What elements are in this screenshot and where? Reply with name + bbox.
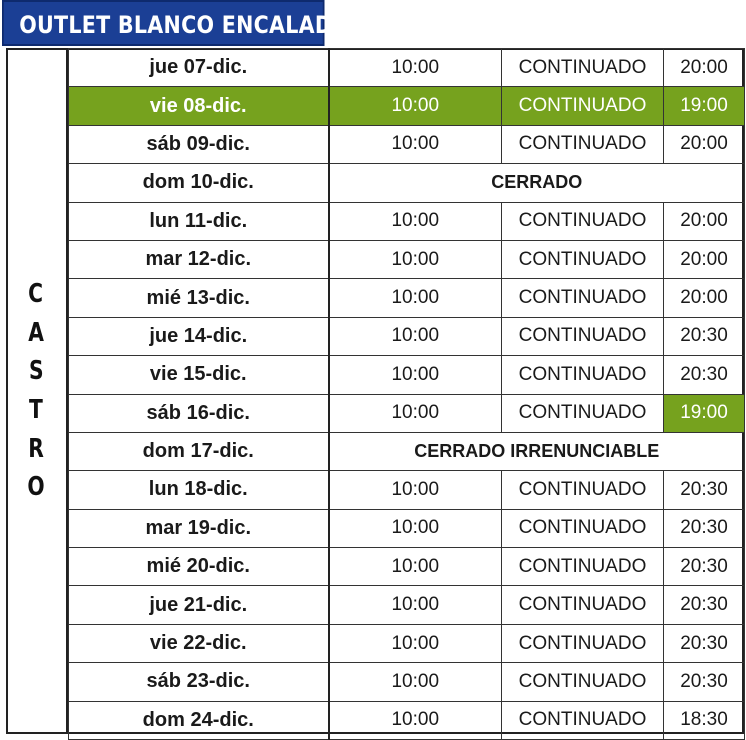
schedule-row	[69, 356, 745, 394]
open-time-cell: 10:00	[329, 125, 502, 163]
status-cell: CONTINUADO	[502, 548, 664, 586]
close-time-cell: 20:00	[664, 240, 745, 278]
day-cell: vie 22-dic.	[69, 624, 329, 662]
close-time-cell: 20:00	[664, 125, 745, 163]
open-time-cell: 10:00	[329, 394, 502, 432]
location-letter: S	[28, 356, 44, 387]
close-time-cell: 20:30	[664, 471, 745, 509]
status-cell: CONTINUADO	[502, 202, 664, 240]
day-cell: lun 11-dic.	[69, 202, 329, 240]
schedule-row	[69, 586, 745, 624]
close-time-cell: 20:30	[664, 356, 745, 394]
open-time-cell: 10:00	[329, 586, 502, 624]
store-title: OUTLET BLANCO ENCALADA 250	[2, 0, 325, 46]
day-cell: sáb 16-dic.	[69, 394, 329, 432]
schedule-row	[69, 279, 745, 317]
schedule-rows	[69, 49, 745, 740]
close-time-cell: 20:30	[664, 586, 745, 624]
location-letter: A	[28, 317, 44, 348]
open-time-cell: 10:00	[329, 509, 502, 547]
open-time-cell: 10:00	[329, 202, 502, 240]
day-cell: mié 13-dic.	[69, 279, 329, 317]
schedule-row	[69, 164, 745, 202]
day-cell: jue 21-dic.	[69, 586, 329, 624]
location-letter: R	[28, 433, 44, 464]
schedule-row	[69, 317, 745, 355]
schedule-row	[69, 624, 745, 662]
status-cell: CONTINUADO	[502, 586, 664, 624]
schedule-row	[69, 432, 745, 470]
close-time-cell: 20:00	[664, 49, 745, 87]
status-cell: CONTINUADO	[502, 663, 664, 701]
status-cell: CONTINUADO	[502, 394, 664, 432]
day-cell: sáb 09-dic.	[69, 125, 329, 163]
status-cell: CONTINUADO	[502, 49, 664, 87]
day-cell: jue 07-dic.	[69, 49, 329, 87]
day-cell: dom 10-dic.	[69, 164, 329, 202]
close-time-cell: 20:30	[664, 317, 745, 355]
day-cell: jue 14-dic.	[69, 317, 329, 355]
open-time-cell: 10:00	[329, 471, 502, 509]
status-cell: CONTINUADO	[502, 701, 664, 739]
schedule-row	[69, 240, 745, 278]
schedule-row	[69, 49, 745, 87]
status-cell: CONTINUADO	[502, 356, 664, 394]
open-time-cell: 10:00	[329, 87, 502, 125]
schedule-row	[69, 509, 745, 547]
location-letter: T	[29, 395, 43, 425]
day-cell: mar 12-dic.	[69, 240, 329, 278]
status-cell: CONTINUADO	[502, 509, 664, 547]
open-time-cell: 10:00	[329, 279, 502, 317]
open-time-cell: 10:00	[329, 240, 502, 278]
open-time-cell: 10:00	[329, 624, 502, 662]
close-time-cell: 20:00	[664, 279, 745, 317]
status-cell: CONTINUADO	[502, 87, 664, 125]
day-cell: mié 20-dic.	[69, 548, 329, 586]
close-time-cell: 18:30	[664, 701, 745, 739]
location-letter: O	[27, 472, 45, 503]
status-cell: CONTINUADO	[502, 471, 664, 509]
open-time-cell: 10:00	[329, 701, 502, 739]
close-time-cell: 19:00	[664, 394, 745, 432]
open-time-cell: 10:00	[329, 317, 502, 355]
status-cell: CONTINUADO	[502, 125, 664, 163]
close-time-cell: 20:30	[664, 509, 745, 547]
schedule-row	[69, 87, 745, 125]
location-label	[6, 48, 68, 734]
schedule-table	[68, 48, 745, 740]
day-cell: dom 17-dic.	[69, 432, 329, 470]
close-time-cell: 19:00	[664, 87, 745, 125]
closed-cell: CERRADO IRRENUNCIABLE	[329, 432, 745, 470]
day-cell: vie 08-dic.	[69, 87, 329, 125]
open-time-cell: 10:00	[329, 356, 502, 394]
schedule-row	[69, 125, 745, 163]
close-time-cell: 20:30	[664, 663, 745, 701]
open-time-cell: 10:00	[329, 548, 502, 586]
day-cell: vie 15-dic.	[69, 356, 329, 394]
close-time-cell: 20:30	[664, 548, 745, 586]
status-cell: CONTINUADO	[502, 624, 664, 662]
open-time-cell: 10:00	[329, 49, 502, 87]
schedule-row	[69, 548, 745, 586]
day-cell: dom 24-dic.	[69, 701, 329, 739]
close-time-cell: 20:00	[664, 202, 745, 240]
schedule-row	[69, 663, 745, 701]
day-cell: sáb 23-dic.	[69, 663, 329, 701]
status-cell: CONTINUADO	[502, 279, 664, 317]
schedule-row	[69, 701, 745, 739]
close-time-cell: 20:30	[664, 624, 745, 662]
open-time-cell: 10:00	[329, 663, 502, 701]
schedule-row	[69, 471, 745, 509]
schedule-row	[69, 202, 745, 240]
location-letter: C	[28, 279, 44, 310]
day-cell: lun 18-dic.	[69, 471, 329, 509]
closed-cell: CERRADO	[329, 164, 745, 202]
status-cell: CONTINUADO	[502, 240, 664, 278]
day-cell: mar 19-dic.	[69, 509, 329, 547]
schedule-row	[69, 394, 745, 432]
status-cell: CONTINUADO	[502, 317, 664, 355]
